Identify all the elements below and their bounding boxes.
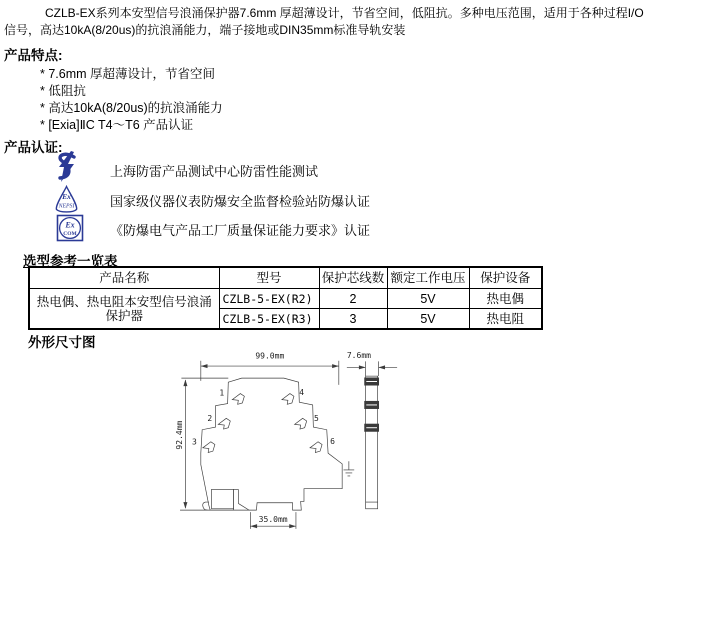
rail-dim-label: 35.0mm: [258, 515, 288, 525]
feature-item: * 7.6mm 厚超薄设计，节省空间: [40, 67, 216, 81]
col-header-model: 型号: [219, 267, 319, 289]
earth-ground-symbol: [344, 461, 355, 476]
col-header-voltage: 额定工作电压: [387, 267, 469, 289]
model-cell: CZLB-5-EX(R2): [219, 289, 319, 309]
drawing-title: 外形尺寸图: [28, 335, 96, 350]
col-header-product: 产品名称: [29, 267, 219, 289]
feature-item: * 低阻抗: [40, 84, 86, 98]
device-cell: 热电阻: [469, 309, 542, 330]
voltage-cell: 5V: [387, 309, 469, 330]
width-dim-label: 99.0mm: [255, 351, 285, 361]
features-heading: 产品特点:: [4, 48, 63, 63]
terminal-number: 6: [330, 436, 335, 446]
table-row: [29, 289, 542, 309]
terminal-number: 3: [191, 437, 197, 447]
terminal-number: 5: [314, 414, 319, 424]
feature-item: * 高达10kA(8/20us)的抗浪涌能力: [40, 101, 223, 115]
nepsi-ex-label: Ex: [62, 192, 71, 201]
ex-com-logo-icon: [56, 214, 84, 242]
intro-paragraph: [4, 5, 726, 39]
model-cell: CZLB-5-EX(R3): [219, 309, 319, 330]
dimension-arrowheads: [183, 364, 385, 528]
voltage-cell: 5V: [387, 289, 469, 309]
cert-text: 上海防雷产品测试中心防雷性能测试: [110, 164, 319, 179]
feature-item: * [Exia]ⅡC T4～T6 产品认证: [40, 118, 194, 132]
intro-line-2: 信号，高达10kA(8/20us)的抗浪涌能力，端子接地或DIN35mm标准导轨安装: [4, 23, 406, 37]
product-name-cell: 热电偶、热电阻本安型信号浪涌保护器: [29, 289, 219, 330]
intro-line-1: CZLB-EX系列本安型信号浪涌保护器7.6mm 厚超薄设计，节省空间，低阻抗。多种电压范围，适用于各种过程I/O: [45, 6, 644, 20]
cores-cell: 3: [319, 309, 387, 330]
nepsi-name-label: NEPSI: [58, 203, 75, 210]
cores-cell: 2: [319, 289, 387, 309]
col-header-device: 保护设备: [469, 267, 542, 289]
feature-list: [40, 66, 223, 134]
terminal-number: 2: [207, 414, 213, 424]
table-header-row: [29, 267, 542, 289]
selection-table: [28, 266, 543, 330]
terminal-number: 4: [299, 387, 305, 397]
terminal-clamp-symbols: [203, 394, 322, 453]
height-dim-label: 92.4mm: [175, 420, 185, 450]
cert-text: 《防爆电气产品工厂质量保证能力要求》认证: [110, 223, 371, 238]
device-cell: 热电偶: [469, 289, 542, 309]
device-side-view: [364, 376, 379, 509]
excom-name-label: COM: [63, 231, 77, 237]
thickness-dim-label: 7.6mm: [346, 351, 371, 361]
dimension-drawing: [170, 348, 515, 635]
dimension-lines: [180, 361, 397, 529]
certs-heading: 产品认证:: [4, 140, 63, 155]
cert-text: 国家级仪器仪表防爆安全监督检验站防爆认证: [110, 194, 371, 209]
excom-ex-label: Ex: [65, 220, 75, 230]
lightning-s-logo-icon: [52, 151, 82, 183]
selection-table-title: 选型参考一览表: [23, 254, 118, 269]
nepsi-ex-logo-icon: [53, 185, 80, 213]
terminal-number: 1: [219, 388, 225, 398]
col-header-cores: 保护芯线数: [319, 267, 387, 289]
